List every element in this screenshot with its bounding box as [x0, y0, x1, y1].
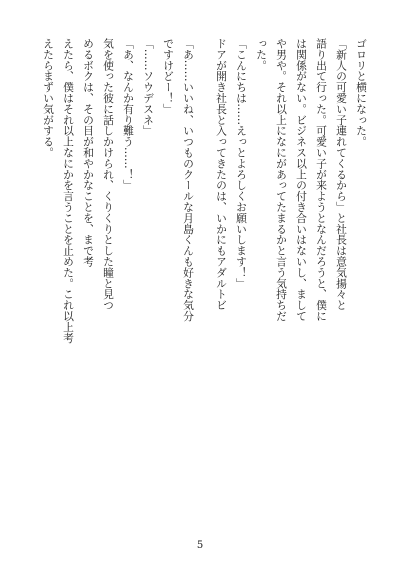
- text-column: 「新人の可愛い子連れてくるから」と社長は意気揚々と: [335, 38, 348, 311]
- text-column: ドアが開き社長と入ってきたのは、いかにもアダルトビ: [215, 38, 228, 311]
- text-column: った。: [255, 38, 268, 71]
- text-column: ですけどー！」: [162, 38, 175, 115]
- text-column: 「……ソウデスネ」: [142, 38, 155, 137]
- page-number: 5: [196, 540, 204, 551]
- text-column: えたら、僕はそれ以上なにかを言うことを止めた。これ以上考: [62, 38, 75, 344]
- text-block-lower: [36, 38, 198, 507]
- text-column: 語り出て行った。可愛い子が来ようとなんだろうと、僕に: [315, 38, 328, 322]
- text-column: ゴロリと横になった。: [355, 38, 368, 147]
- text-column: めるボクは、その目が和やかなことを、まで考: [82, 38, 95, 267]
- text-column: は関係がない。ビジネス以上の付き合いはないし、まして: [295, 38, 308, 322]
- text-column: や男や。それ以上になにがあってたまるかと言う気持ちだ: [275, 38, 288, 322]
- text-column: 「こんにちは……えっとよろしくお願いします！」: [235, 38, 248, 289]
- text-block-upper: [208, 38, 371, 507]
- text-column: [36, 38, 38, 507]
- text-column: 気を使った彼に話しかけられ、くりくりとした瞳と見つ: [102, 38, 115, 311]
- text-column: 「あ、なんか有り難う……！」: [122, 38, 135, 191]
- text-column: 「あ……いいね、いつものクールな月島くんも好きな気分: [182, 38, 195, 322]
- text-column: えたらまずい気がする。: [42, 38, 55, 158]
